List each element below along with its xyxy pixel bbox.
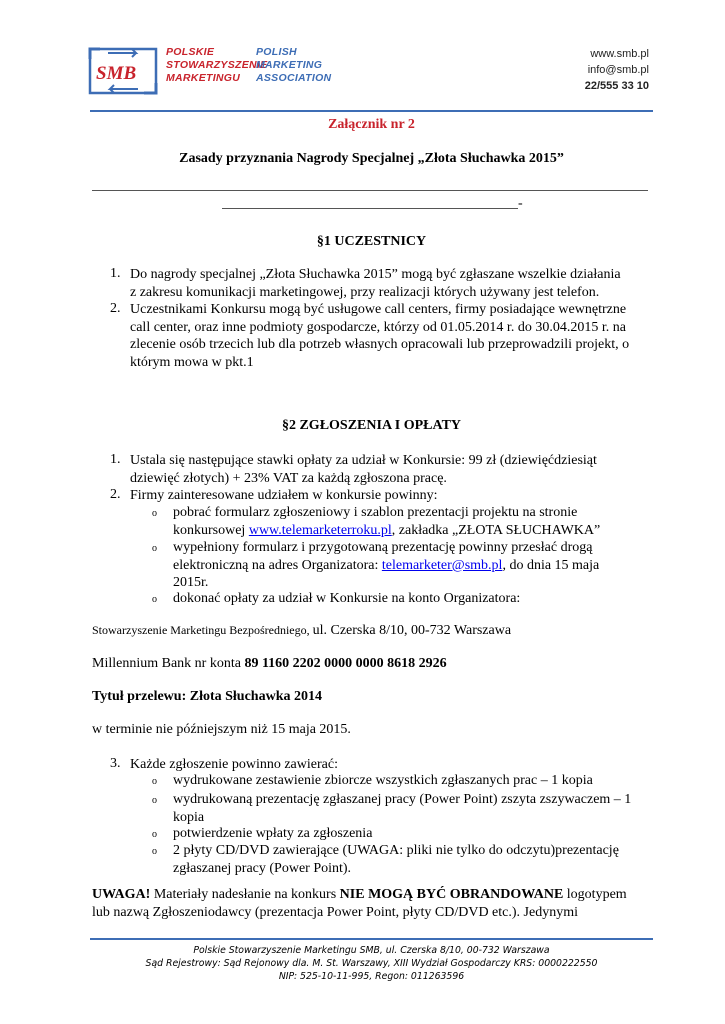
s1-item1-text: Do nagrody specjalnej „Złota Słuchawka 2015” mogą być zgłaszane wszelkie działania z zakresu komunikacji marketingowej, przy realizacji których używany jest telefon. — [130, 267, 621, 300]
s2-item3-sub3: potwierdzenie wpłaty za zgłoszenia — [173, 826, 373, 841]
s2-sub-a: pobrać formularz zgłoszeniowy i szablon prezentacji projektu na stronie konkursowej www.telemarketerroku.pl, zakładka „ZŁOTA SŁUCHAWKA” — [173, 505, 601, 538]
separator-line-1 — [92, 190, 648, 191]
phone-number: 22/555 33 10 — [584, 80, 649, 92]
section2-heading: §2 ZGŁOSZENIA I OPŁATY — [281, 418, 462, 433]
s2-item3-text: Każde zgłoszenie powinno zawierać: — [130, 757, 338, 772]
transfer-title: Tytuł przelewu: Złota Słuchawka 2014 — [92, 689, 322, 704]
s2-item3-sub1: wydrukowane zestawienie zbiorcze wszystkich zgłaszanych prac – 1 kopia — [173, 773, 593, 788]
document-subtitle: Zasady przyznania Nagrody Specjalnej „Złota Słuchawka 2015” — [179, 151, 564, 166]
annex-title: Załącznik nr 2 — [328, 117, 415, 132]
footer-line-2: Sąd Rejestrowy: Sąd Rejonowy dla. M. St. Warszawy, XIII Wydział Gospodarczy KRS: 0000222550 — [145, 958, 598, 969]
s2-sub-b: wypełniony formularz i przygotowaną prezentację powinny przesłać drogą elektroniczną na adres Organizatora: telemarketer@smb.pl, do dnia 15 maja 2015r. — [173, 540, 600, 590]
s2-item3-number: 3. — [110, 756, 121, 771]
section1-heading: §1 UCZESTNICY — [316, 234, 427, 249]
bullet-icon: o — [152, 776, 157, 787]
header-divider — [90, 110, 653, 112]
payment-deadline: w terminie nie późniejszym niż 15 maja 2015. — [92, 722, 351, 737]
footer-line-1: Polskie Stowarzyszenie Marketingu SMB, ul. Czerska 8/10, 00-732 Warszawa — [193, 945, 550, 956]
s1-item2-text: Uczestnikami Konkursu mogą być usługowe call centers, firmy posiadające wewnętrzne call center, oraz inne podmioty gospodarcze, którzy od 01.05.2014 r. do 30.04.2015 r. na zlecenie osób trzecich lub dla potrzeb własnych opracowali lub przeprowadzili projekt, o którym mowa w pkt.1 — [130, 302, 630, 370]
bullet-icon: o — [152, 594, 157, 605]
header-contact — [585, 46, 649, 94]
s2-item2-text: Firmy zainteresowane udziałem w konkursie powinny: — [130, 488, 438, 503]
logo-polish-name: POLSKIE STOWARZYSZENIE MARKETINGU — [166, 46, 268, 84]
smb-logo-mark-icon — [88, 45, 168, 97]
separator-dash: - — [518, 196, 523, 211]
smb-logo — [88, 45, 338, 97]
bullet-icon: o — [152, 508, 157, 519]
bullet-icon: o — [152, 795, 157, 806]
s2-item3-sub4: 2 płyty CD/DVD zawierające (UWAGA: pliki nie tylko do odczytu)prezentację zgłaszanej pracy (Power Point). — [173, 843, 619, 876]
warning-paragraph: UWAGA! Materiały nadesłanie na konkurs NIE MOGĄ BYĆ OBRANDOWANE logotypem lub nazwą Zgłoszeniodawcy (prezentacja Power Point, płyty CD/DVD etc.). Jedynymi — [92, 887, 627, 920]
separator-line-2 — [222, 208, 518, 209]
logo-mark-text: SMB — [96, 63, 137, 84]
s2-item1-number: 1. — [110, 452, 121, 467]
email-link[interactable]: info@smb.pl — [587, 64, 649, 76]
bullet-icon: o — [152, 829, 157, 840]
bullet-icon: o — [152, 846, 157, 857]
bullet-icon: o — [152, 543, 157, 554]
s1-item1-number: 1. — [110, 266, 121, 281]
s2-item3-sub2: wydrukowaną prezentację zgłaszanej pracy (Power Point) zszyta zszywaczem – 1 kopia — [173, 792, 632, 825]
footer-line-3: NIP: 525-10-11-995, Regon: 011263596 — [278, 971, 465, 982]
logo-english-name: POLISH MARKETING ASSOCIATION — [256, 46, 332, 84]
s2-sub-c: dokonać opłaty za udział w Konkursie na konto Organizatora: — [173, 591, 521, 606]
bank-account: Millennium Bank nr konta 89 1160 2202 0000 0000 8618 2926 — [92, 656, 447, 671]
footer-divider — [90, 938, 653, 940]
s2-item2-number: 2. — [110, 487, 121, 502]
s2-item1-text: Ustala się następujące stawki opłaty za udział w Konkursie: 99 zł (dziewięćdziesiąt dziewięć złotych) + 23% VAT za każdą zgłoszona pracę. — [130, 453, 597, 486]
organizer-email-link[interactable]: telemarketer@smb.pl — [381, 557, 503, 573]
footer — [90, 944, 653, 983]
s1-item2-number: 2. — [110, 301, 121, 316]
telemarketerroku-link[interactable]: www.telemarketerroku.pl — [248, 522, 392, 538]
website-link[interactable]: www.smb.pl — [590, 48, 649, 60]
organizer-address: Stowarzyszenie Marketingu Bezpośredniego, ul. Czerska 8/10, 00-732 Warszawa — [92, 623, 512, 638]
